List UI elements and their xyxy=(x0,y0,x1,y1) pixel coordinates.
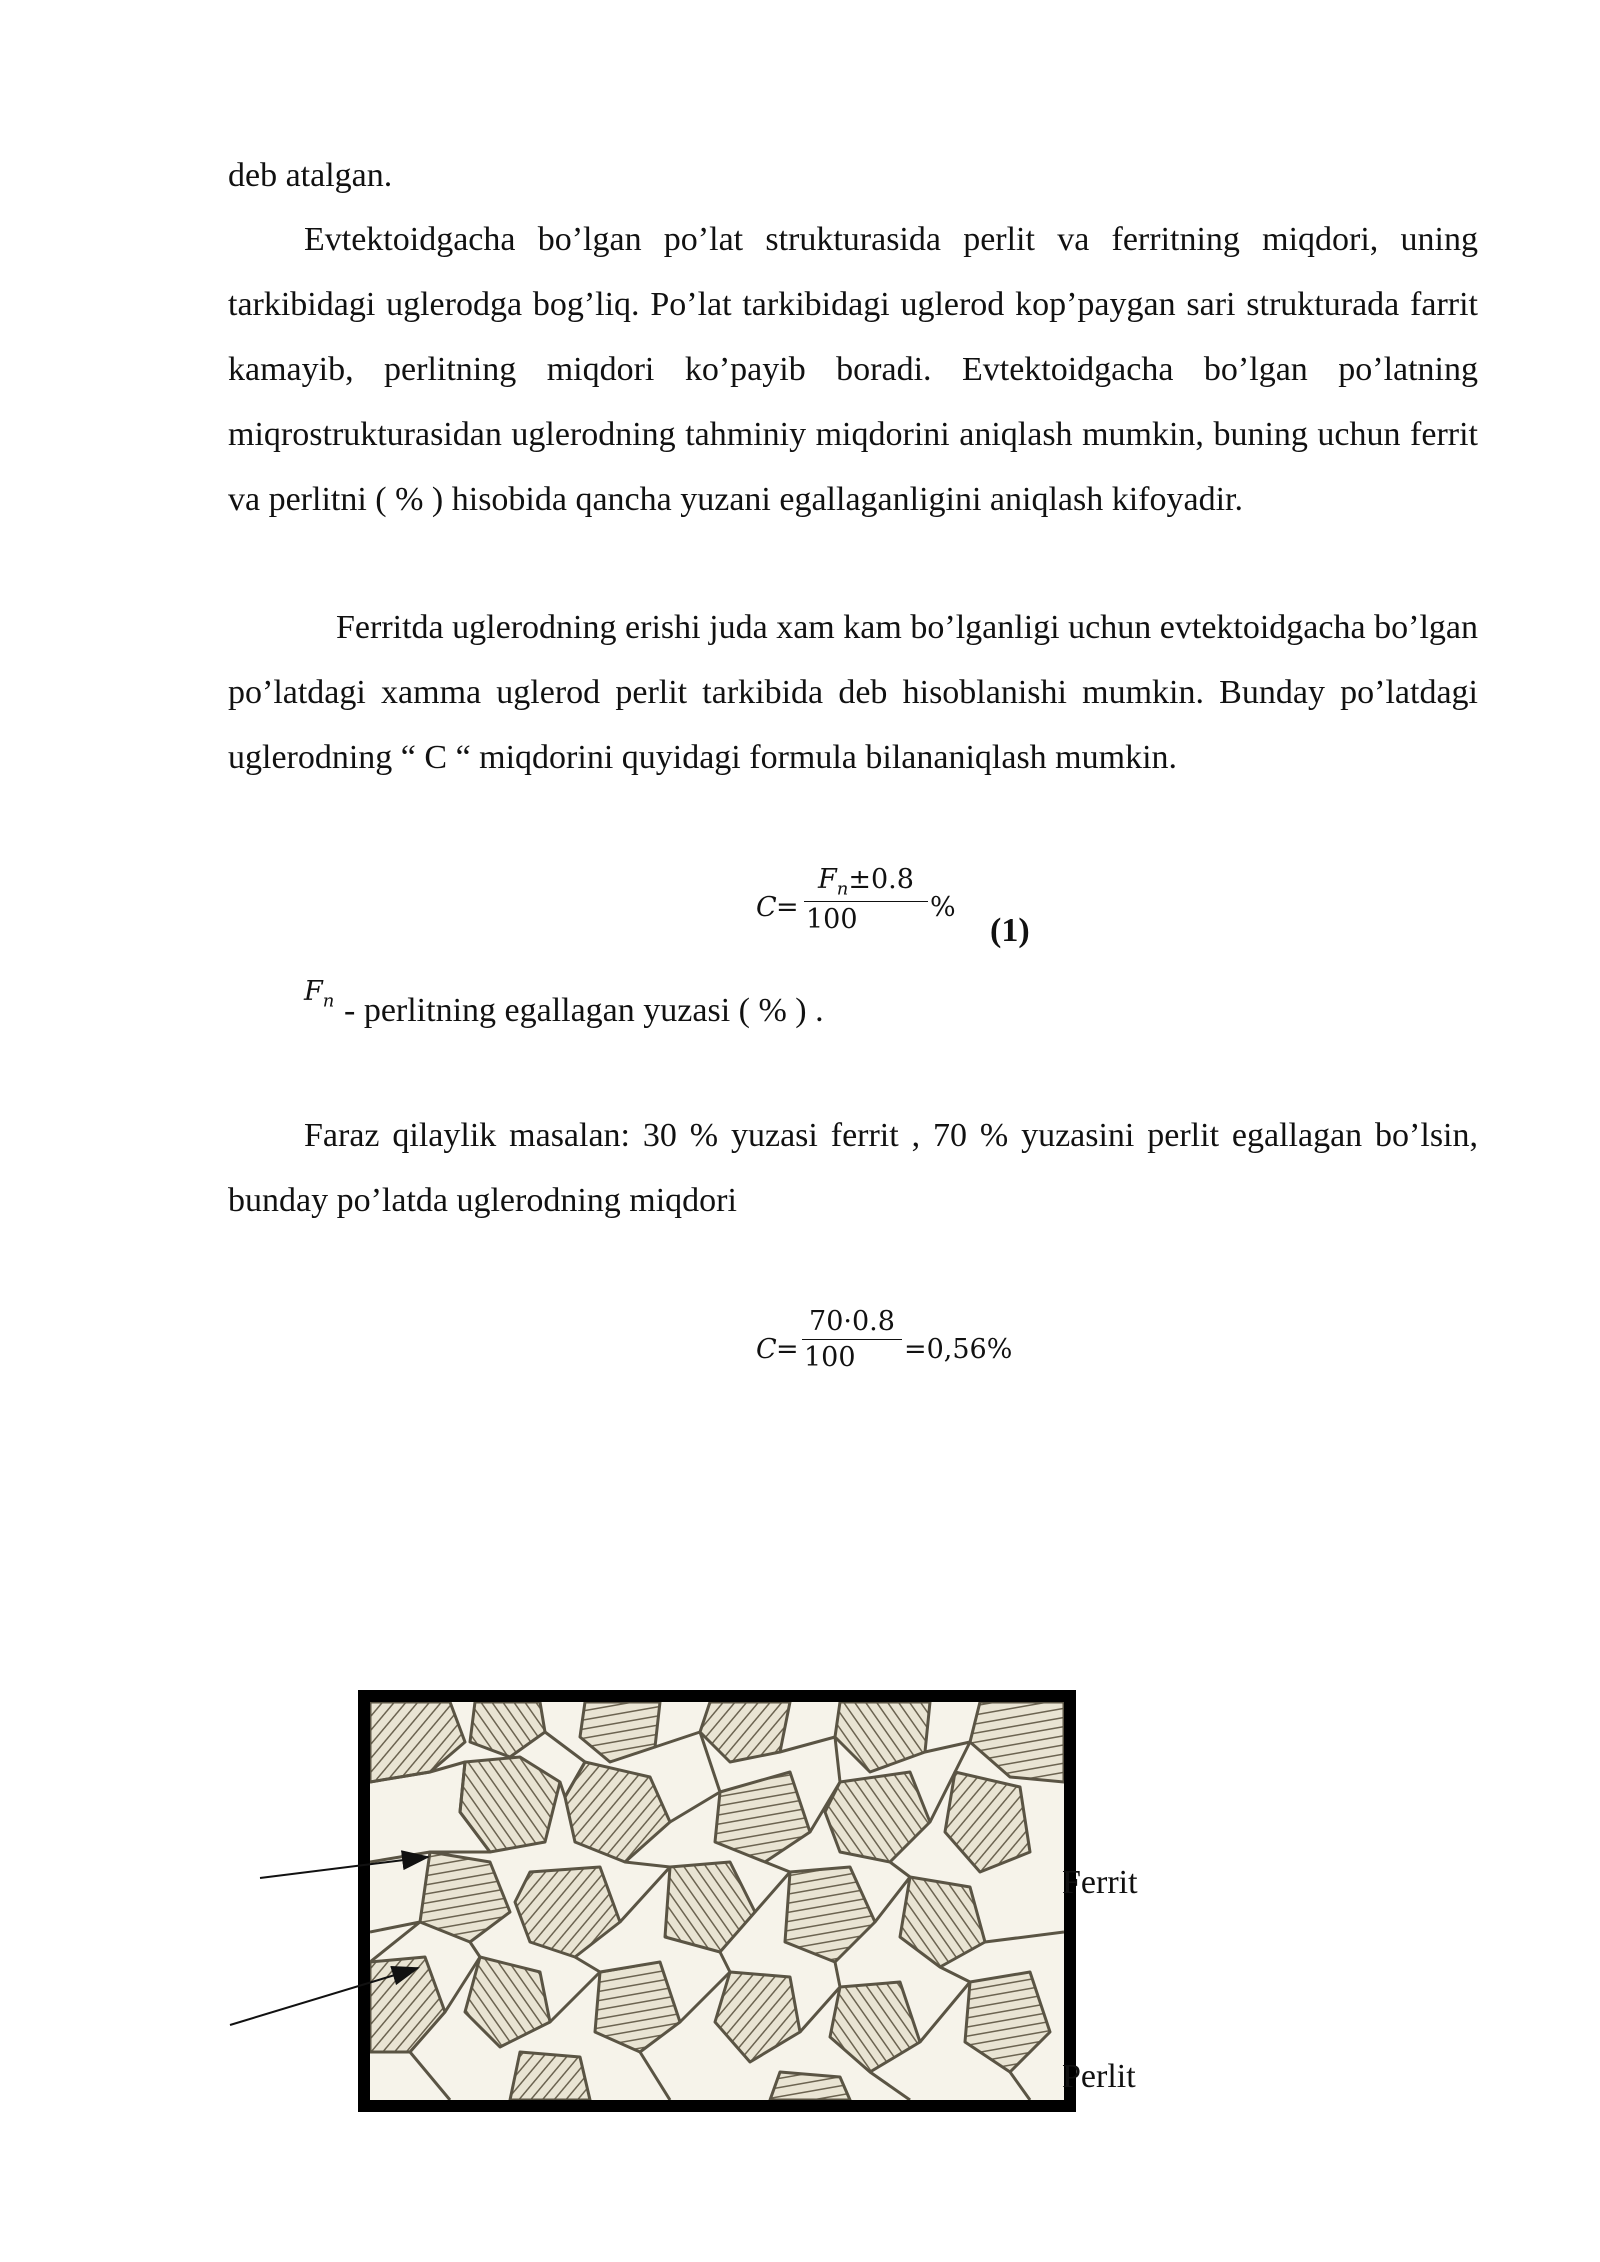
arrow-ferrit xyxy=(260,1857,428,1878)
paragraph-structure: Evtektoidgacha bo’lgan po’lat strukturasida perlit va ferritning miqdori, uning tarkibidagi uglerodga bog’liq. Po’lat tarkibidagi uglerod kop’paygan sari strukturada farrit kamayib, perlitning miqdori ko’payib boradi. Evtektoidgacha bo’lgan po’latning miqrostrukturasidan uglerodning tahminiy miqdorini aniqlash mumkin, buning uchun ferrit va perlitni ( % ) hisobida qancha yuzani egallaganligini aniqlash kifoyadir. xyxy=(228,221,1478,518)
formula-2-result: =0,56% xyxy=(904,1334,1013,1365)
formula-1-percent: % xyxy=(930,892,956,923)
formula-2-numerator: 70·0.8 xyxy=(802,1306,902,1340)
formula-1-eq: = xyxy=(776,892,799,923)
formula-1-numerator: $F_n\pm 0.8$ xyxy=(804,864,928,902)
arrow-perlit xyxy=(230,1968,418,2025)
formula-2-eq: = xyxy=(776,1334,799,1365)
formula-2-denominator: 100 xyxy=(804,1342,856,1373)
label-perlit: Perlit xyxy=(1062,2058,1136,2095)
formula-1-lhs: C xyxy=(756,892,777,923)
paragraph-example: Faraz qilaylik masalan: 30 % yuzasi ferrit , 70 % yuzasini perlit egallagan bo’lsin, bunday po’latda uglerodning miqdori xyxy=(228,1117,1478,1219)
paragraph-ferrite: Ferritda uglerodning erishi juda xam kam bo’lganligi uchun evtektoidgacha bo’lgan po’latdagi xamma uglerod perlit tarkibida deb hisoblanishi mumkin. Bunday po’latdagi uglerodning “ C “ miqdorini quyidagi formula bilananiqlash mumkin. xyxy=(228,609,1478,776)
formula-2-lhs: C xyxy=(756,1334,777,1365)
paragraph-fn-definition: - perlitning egallagan yuzasi ( % ) . xyxy=(344,992,824,1029)
label-ferrit: Ferrit xyxy=(1062,1864,1138,1901)
formula-1-number: (1) xyxy=(990,912,1030,949)
fn-symbol: $F_n$ xyxy=(304,976,335,1012)
paragraph-intro: deb atalgan. xyxy=(228,157,393,194)
formula-1-denominator: 100 xyxy=(806,904,858,936)
